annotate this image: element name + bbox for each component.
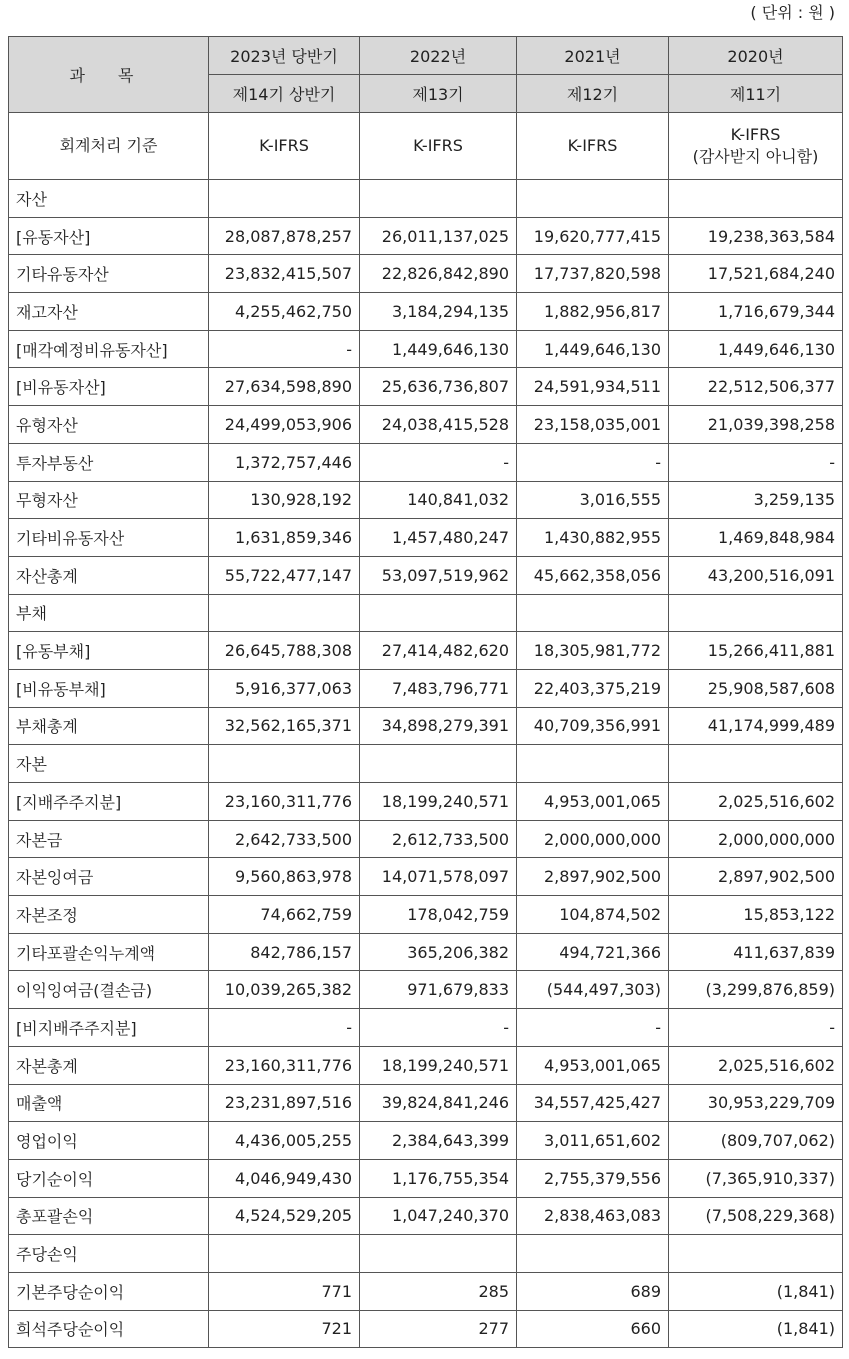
row-value: 2,025,516,602 — [669, 783, 843, 821]
row-value — [517, 180, 669, 218]
accounting-basis-value: K-IFRS — [209, 113, 360, 180]
row-value: 18,305,981,772 — [517, 632, 669, 670]
row-value: (7,508,229,368) — [669, 1197, 843, 1235]
row-value: 1,469,848,984 — [669, 519, 843, 557]
row-value: - — [517, 443, 669, 481]
table-row — [9, 330, 843, 368]
row-value — [209, 745, 360, 783]
row-value — [669, 180, 843, 218]
row-value: 2,384,643,399 — [360, 1122, 517, 1160]
period-header: 제13기 — [360, 75, 517, 113]
row-label: 자본 — [9, 745, 209, 783]
row-label: 부채총계 — [9, 707, 209, 745]
row-value: 1,449,646,130 — [517, 330, 669, 368]
row-label: [유동부채] — [9, 632, 209, 670]
row-label: 총포괄손익 — [9, 1197, 209, 1235]
row-value: 721 — [209, 1310, 360, 1348]
row-value — [669, 594, 843, 632]
row-value: 3,011,651,602 — [517, 1122, 669, 1160]
row-value — [669, 745, 843, 783]
year-header: 2021년 — [517, 37, 669, 75]
row-label: 자본금 — [9, 820, 209, 858]
row-value: - — [209, 1009, 360, 1047]
row-label: [매각예정비유동자산] — [9, 330, 209, 368]
row-value: 4,953,001,065 — [517, 1046, 669, 1084]
row-value: (1,841) — [669, 1272, 843, 1310]
row-label: 기타비유동자산 — [9, 519, 209, 557]
row-label: [비유동자산] — [9, 368, 209, 406]
row-value — [360, 1235, 517, 1273]
row-value: 15,853,122 — [669, 896, 843, 934]
row-label: [지배주주지분] — [9, 783, 209, 821]
table-body — [9, 180, 843, 1348]
row-label: 당기순이익 — [9, 1159, 209, 1197]
row-value: 2,897,902,500 — [669, 858, 843, 896]
row-value: 1,449,646,130 — [669, 330, 843, 368]
table-row — [9, 1272, 843, 1310]
row-value: 365,206,382 — [360, 933, 517, 971]
row-value — [360, 180, 517, 218]
row-value: 3,259,135 — [669, 481, 843, 519]
row-value: 4,255,462,750 — [209, 293, 360, 331]
table-row — [9, 255, 843, 293]
row-value: 3,016,555 — [517, 481, 669, 519]
table-row — [9, 1084, 843, 1122]
row-value: 1,047,240,370 — [360, 1197, 517, 1235]
row-value: 21,039,398,258 — [669, 406, 843, 444]
row-value: 17,737,820,598 — [517, 255, 669, 293]
row-value: 130,928,192 — [209, 481, 360, 519]
table-row — [9, 707, 843, 745]
row-value: 17,521,684,240 — [669, 255, 843, 293]
row-label: [비지배주주지분] — [9, 1009, 209, 1047]
table-row — [9, 896, 843, 934]
row-value: 9,560,863,978 — [209, 858, 360, 896]
row-value: 1,457,480,247 — [360, 519, 517, 557]
row-value: 34,557,425,427 — [517, 1084, 669, 1122]
table-row — [9, 1046, 843, 1084]
row-value — [360, 745, 517, 783]
row-value: 1,449,646,130 — [360, 330, 517, 368]
row-value: 23,158,035,001 — [517, 406, 669, 444]
row-value: 23,231,897,516 — [209, 1084, 360, 1122]
row-value: 19,238,363,584 — [669, 217, 843, 255]
row-value: 4,046,949,430 — [209, 1159, 360, 1197]
row-value: 40,709,356,991 — [517, 707, 669, 745]
row-label: 부채 — [9, 594, 209, 632]
row-value: 285 — [360, 1272, 517, 1310]
row-value: 971,679,833 — [360, 971, 517, 1009]
row-label: 자본총계 — [9, 1046, 209, 1084]
row-value — [209, 594, 360, 632]
row-value: 32,562,165,371 — [209, 707, 360, 745]
subject-header: 과 목 — [9, 37, 209, 113]
table-row — [9, 1235, 843, 1273]
row-value: 689 — [517, 1272, 669, 1310]
row-value: (1,841) — [669, 1310, 843, 1348]
row-value — [209, 1235, 360, 1273]
row-value: 23,160,311,776 — [209, 1046, 360, 1084]
row-value: 4,953,001,065 — [517, 783, 669, 821]
row-value: - — [669, 443, 843, 481]
row-value — [669, 1235, 843, 1273]
table-row — [9, 217, 843, 255]
table-row — [9, 783, 843, 821]
row-value: 4,524,529,205 — [209, 1197, 360, 1235]
row-label: 자본조정 — [9, 896, 209, 934]
row-value: (809,707,062) — [669, 1122, 843, 1160]
row-value: 22,512,506,377 — [669, 368, 843, 406]
row-label: 기타포괄손익누계액 — [9, 933, 209, 971]
row-value: - — [360, 443, 517, 481]
row-value: 43,200,516,091 — [669, 556, 843, 594]
row-label: 투자부동산 — [9, 443, 209, 481]
row-label: 자본잉여금 — [9, 858, 209, 896]
row-value: 23,832,415,507 — [209, 255, 360, 293]
row-label: 재고자산 — [9, 293, 209, 331]
accounting-basis-value: K-IFRS — [360, 113, 517, 180]
row-value: 140,841,032 — [360, 481, 517, 519]
financial-summary-table — [8, 36, 843, 1348]
row-value: 39,824,841,246 — [360, 1084, 517, 1122]
row-value: 25,636,736,807 — [360, 368, 517, 406]
row-value: 27,414,482,620 — [360, 632, 517, 670]
row-value: (544,497,303) — [517, 971, 669, 1009]
row-value: 277 — [360, 1310, 517, 1348]
row-value: 25,908,587,608 — [669, 669, 843, 707]
row-value: 411,637,839 — [669, 933, 843, 971]
year-header: 2020년 — [669, 37, 843, 75]
row-value: 55,722,477,147 — [209, 556, 360, 594]
row-value: 2,897,902,500 — [517, 858, 669, 896]
row-value: 2,642,733,500 — [209, 820, 360, 858]
row-value: 1,882,956,817 — [517, 293, 669, 331]
row-value: 4,436,005,255 — [209, 1122, 360, 1160]
accounting-basis-row — [9, 113, 843, 180]
row-value — [209, 180, 360, 218]
unit-label: ( 단위 : 원 ) — [750, 3, 835, 22]
year-header: 2023년 당반기 — [209, 37, 360, 75]
row-label: 유형자산 — [9, 406, 209, 444]
period-header: 제14기 상반기 — [209, 75, 360, 113]
row-value: 2,755,379,556 — [517, 1159, 669, 1197]
row-value: 34,898,279,391 — [360, 707, 517, 745]
table-row — [9, 820, 843, 858]
row-value: 5,916,377,063 — [209, 669, 360, 707]
row-value: (7,365,910,337) — [669, 1159, 843, 1197]
accounting-basis-value: K-IFRS (감사받지 아니함) — [669, 113, 843, 180]
row-value: 2,025,516,602 — [669, 1046, 843, 1084]
table-row — [9, 632, 843, 670]
row-value: 2,838,463,083 — [517, 1197, 669, 1235]
row-value: 45,662,358,056 — [517, 556, 669, 594]
row-value: - — [360, 1009, 517, 1047]
row-value: 15,266,411,881 — [669, 632, 843, 670]
row-label: 희석주당순이익 — [9, 1310, 209, 1348]
row-value: 22,826,842,890 — [360, 255, 517, 293]
row-label: 기타유동자산 — [9, 255, 209, 293]
row-value: (3,299,876,859) — [669, 971, 843, 1009]
row-value: 74,662,759 — [209, 896, 360, 934]
row-label: 자산 — [9, 180, 209, 218]
row-value: 14,071,578,097 — [360, 858, 517, 896]
table-row — [9, 745, 843, 783]
accounting-basis-value: K-IFRS — [517, 113, 669, 180]
table-row — [9, 443, 843, 481]
row-value: 7,483,796,771 — [360, 669, 517, 707]
row-value: 24,591,934,511 — [517, 368, 669, 406]
row-value: 1,176,755,354 — [360, 1159, 517, 1197]
table-row — [9, 1197, 843, 1235]
row-value: 18,199,240,571 — [360, 783, 517, 821]
table-row — [9, 1310, 843, 1348]
row-value: 494,721,366 — [517, 933, 669, 971]
table-row — [9, 406, 843, 444]
table-row — [9, 519, 843, 557]
header-row-years — [9, 37, 843, 75]
row-value: 2,612,733,500 — [360, 820, 517, 858]
row-value: 771 — [209, 1272, 360, 1310]
row-value — [517, 594, 669, 632]
table-row — [9, 556, 843, 594]
row-value: 24,038,415,528 — [360, 406, 517, 444]
row-value: 1,430,882,955 — [517, 519, 669, 557]
row-value: 30,953,229,709 — [669, 1084, 843, 1122]
table-row — [9, 669, 843, 707]
row-value: 28,087,878,257 — [209, 217, 360, 255]
row-value: 1,716,679,344 — [669, 293, 843, 331]
row-value: 19,620,777,415 — [517, 217, 669, 255]
row-value: 23,160,311,776 — [209, 783, 360, 821]
period-header: 제11기 — [669, 75, 843, 113]
table-row — [9, 368, 843, 406]
table-row — [9, 933, 843, 971]
table-row — [9, 971, 843, 1009]
row-label: 주당손익 — [9, 1235, 209, 1273]
row-value: 41,174,999,489 — [669, 707, 843, 745]
row-label: 무형자산 — [9, 481, 209, 519]
row-value: 104,874,502 — [517, 896, 669, 934]
row-value: - — [209, 330, 360, 368]
row-value: 1,631,859,346 — [209, 519, 360, 557]
row-value: 27,634,598,890 — [209, 368, 360, 406]
row-value — [517, 745, 669, 783]
row-value — [360, 594, 517, 632]
row-value: 2,000,000,000 — [669, 820, 843, 858]
table-row — [9, 1009, 843, 1047]
row-value — [517, 1235, 669, 1273]
row-value: 2,000,000,000 — [517, 820, 669, 858]
table-row — [9, 180, 843, 218]
row-value: 1,372,757,446 — [209, 443, 360, 481]
year-header: 2022년 — [360, 37, 517, 75]
accounting-basis-label: 회계처리 기준 — [9, 113, 209, 180]
row-value: 10,039,265,382 — [209, 971, 360, 1009]
table-row — [9, 858, 843, 896]
row-label: 기본주당순이익 — [9, 1272, 209, 1310]
row-value: 24,499,053,906 — [209, 406, 360, 444]
row-label: 영업이익 — [9, 1122, 209, 1160]
row-label: 매출액 — [9, 1084, 209, 1122]
table-row — [9, 1159, 843, 1197]
row-value: 3,184,294,135 — [360, 293, 517, 331]
table-row — [9, 293, 843, 331]
row-label: 이익잉여금(결손금) — [9, 971, 209, 1009]
row-value: 26,011,137,025 — [360, 217, 517, 255]
row-value: 842,786,157 — [209, 933, 360, 971]
table-row — [9, 1122, 843, 1160]
row-label: 자산총계 — [9, 556, 209, 594]
table-row — [9, 481, 843, 519]
row-value: 660 — [517, 1310, 669, 1348]
row-value: 18,199,240,571 — [360, 1046, 517, 1084]
row-value: - — [669, 1009, 843, 1047]
row-value: 26,645,788,308 — [209, 632, 360, 670]
table-row — [9, 594, 843, 632]
row-label: [비유동부채] — [9, 669, 209, 707]
row-value: 22,403,375,219 — [517, 669, 669, 707]
row-label: [유동자산] — [9, 217, 209, 255]
row-value: 53,097,519,962 — [360, 556, 517, 594]
row-value: 178,042,759 — [360, 896, 517, 934]
row-value: - — [517, 1009, 669, 1047]
period-header: 제12기 — [517, 75, 669, 113]
